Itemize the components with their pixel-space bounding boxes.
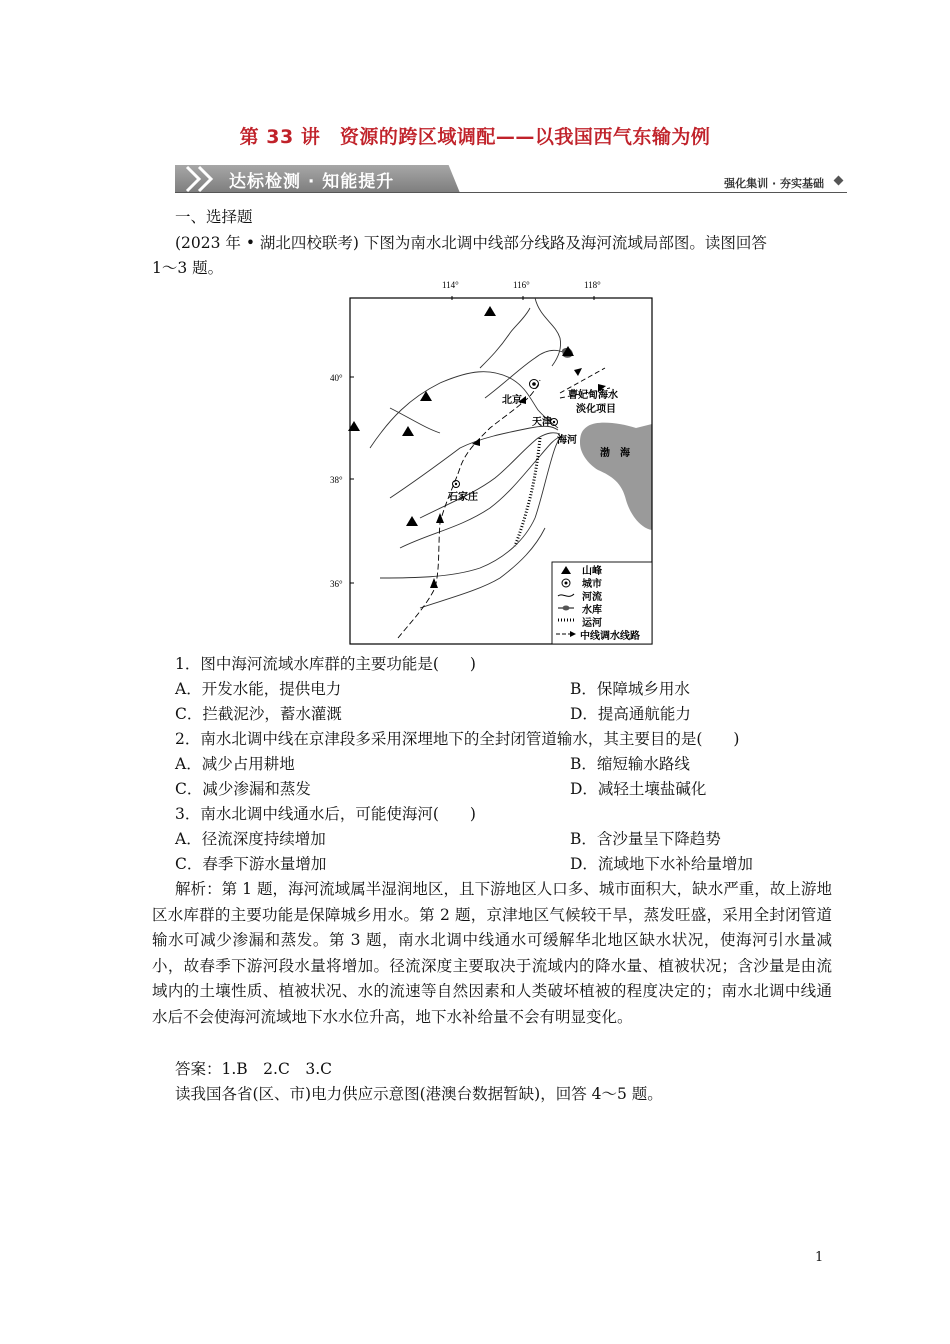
option: D．流域地下水补给量增加 (570, 855, 753, 873)
banner-title: 达标检测 · 知能提升 (229, 172, 395, 192)
legend-label: 河流 (582, 592, 602, 603)
mountain-peak (484, 306, 496, 316)
diamond-icon (834, 176, 844, 186)
next-intro-text: 读我国各省(区、市)电力供应示意图(港澳台数据暂缺)，回答 4～5 题。 (175, 1085, 663, 1103)
banner-subtitle: 强化集训 · 夯实基础 (724, 177, 824, 190)
label-sea: 渤 海 (600, 448, 630, 459)
label-tianjin: 天津 (532, 417, 552, 428)
label-project-2: 淡化项目 (576, 404, 616, 415)
analysis-text: 解析：第 1 题，海河流域属半湿润地区，且下游地区人口多、城市面积大，缺水严重，故上游地区水库群的主要功能是保障城乡用水。第 2 题，京津地区气候较干旱，蒸发旺盛，采用全封闭管道输水可减少渗漏和蒸发。第 3 题，南水北调中线通水可缓解华北地区缺水状况，使海河引水量减小，故春季下游河段水量将增加。径流深度主要取决于流域内的降水量、植被状况；含沙量是由流域内的土壤性质、植被状况、水的流速等自然因素和人类破坏植被的程度决定的；南水北调中线通水后不会使海河流域地下水水位升高，地下水补给量不会有明显变化。 (152, 880, 832, 1026)
mountain-peak (402, 426, 414, 436)
city-shijiazhuang (453, 481, 460, 488)
lat-tick: 36° (330, 579, 343, 589)
lon-tick: 118° (584, 280, 601, 290)
banner-divider (175, 192, 847, 193)
option: A．减少占用耕地 (175, 755, 295, 773)
legend-label: 山峰 (582, 566, 602, 577)
option: B．缩短输水路线 (570, 755, 690, 773)
diversion-route (398, 380, 540, 638)
chevron-right-icon (181, 163, 225, 195)
section-banner (175, 163, 850, 195)
label-beijing: 北京 (502, 395, 522, 406)
haihe-basin-map (330, 278, 660, 650)
canal (515, 438, 540, 546)
intro-text-cont: 1～3 题。 (152, 259, 224, 277)
option: C．春季下游水量增加 (175, 855, 327, 873)
lat-tick: 38° (330, 475, 343, 485)
option: A．开发水能，提供电力 (175, 680, 342, 698)
question-stem: 3．南水北调中线通水后，可能使海河( ) (175, 805, 476, 823)
legend-label: 城市 (582, 579, 602, 590)
option: D．减轻土壤盐碱化 (570, 780, 707, 798)
legend-label: 水库 (582, 605, 602, 616)
label-project: 曹妃甸海水 (568, 390, 618, 401)
city-beijing (530, 380, 539, 389)
bohai-sea (580, 423, 652, 530)
answer-text: 答案：1.B 2.C 3.C (175, 1060, 332, 1078)
mountain-peak (406, 516, 418, 526)
lon-tick: 114° (442, 280, 459, 290)
mountain-peak (420, 391, 432, 401)
lon-tick: 116° (513, 280, 530, 290)
section-heading: 一、选择题 (175, 208, 253, 226)
label-shijiazhuang: 石家庄 (448, 492, 478, 503)
option: B．含沙量呈下降趋势 (570, 830, 721, 848)
lat-tick: 40° (330, 373, 343, 383)
option: C．减少渗漏和蒸发 (175, 780, 311, 798)
option: C．拦截泥沙，蓄水灌溉 (175, 705, 342, 723)
option: B．保障城乡用水 (570, 680, 690, 698)
page-title: 第 33 讲 资源的跨区域调配——以我国西气东输为例 (239, 126, 711, 148)
page-number: 1 (815, 1250, 824, 1265)
label-haihe: 海河 (557, 435, 577, 446)
intro-text: (2023 年 • 湖北四校联考) 下图为南水北调中线部分线路及海河流域局部图。读图回答 (175, 234, 767, 252)
option: D．提高通航能力 (570, 705, 691, 723)
map-legend (552, 562, 652, 644)
legend-label: 中线调水线路 (580, 631, 640, 642)
question-stem: 2．南水北调中线在京津段多采用深埋地下的全封闭管道输水，其主要目的是( ) (175, 730, 740, 748)
question-stem: 1．图中海河流域水库群的主要功能是( ) (175, 655, 476, 673)
legend-label: 运河 (582, 618, 602, 629)
option: A．径流深度持续增加 (175, 830, 326, 848)
